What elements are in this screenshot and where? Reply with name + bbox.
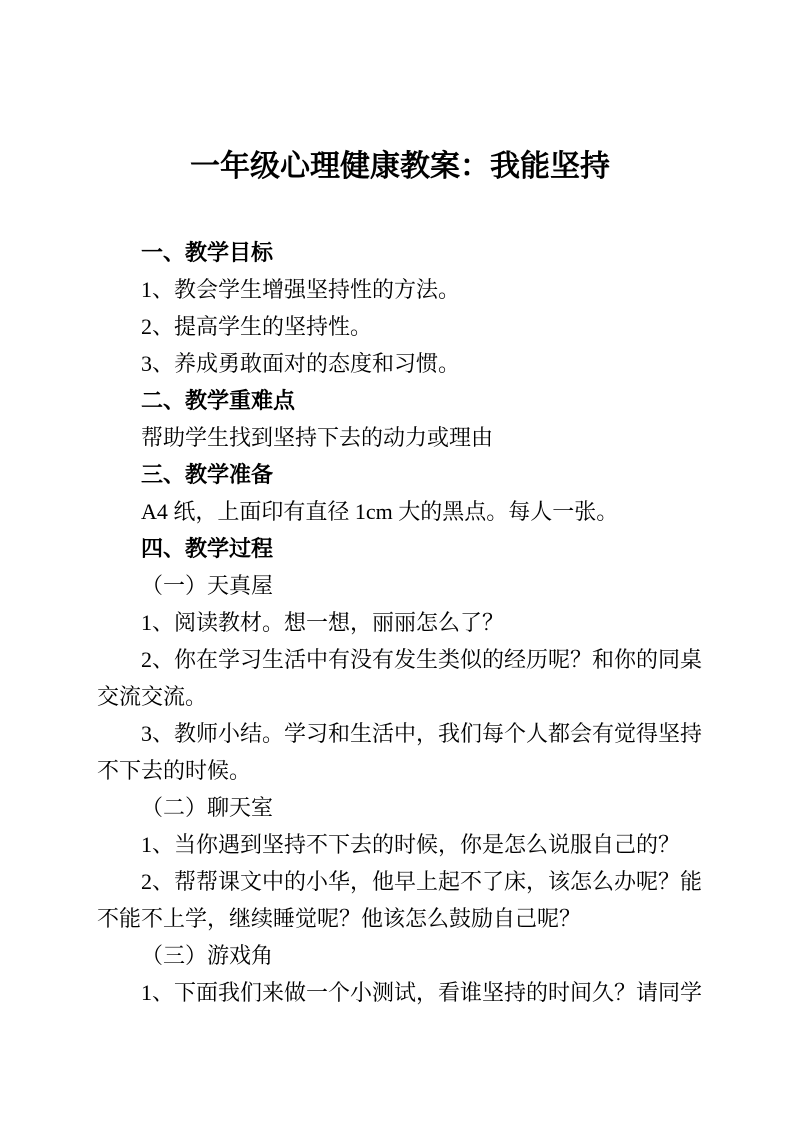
text-line: 交流交流。: [97, 684, 208, 709]
text-line: （一）天真屋: [141, 573, 274, 598]
text-line: （二）聊天室: [141, 795, 274, 820]
text-line: 1、下面我们来做一个小测试，看谁坚持的时间久？请同学: [141, 980, 703, 1005]
text-line: 2、你在学习生活中有没有发生类似的经历呢？和你的同桌: [141, 647, 703, 672]
text-line: 帮助学生找到坚持下去的动力或理由: [141, 425, 494, 450]
text-line: 2、提高学生的坚持性。: [141, 314, 373, 339]
section-heading: 一、教学目标: [141, 240, 274, 265]
text-line: A4 纸，上面印有直径 1cm 大的黑点。每人一张。: [141, 499, 619, 524]
section-heading: 三、教学准备: [141, 462, 274, 487]
section-heading: 四、教学过程: [141, 536, 274, 561]
text-line: 1、教会学生增强坚持性的方法。: [141, 277, 461, 302]
document-body: [97, 234, 703, 1011]
text-line: （三）游戏角: [141, 943, 274, 968]
section-heading: 二、教学重难点: [141, 388, 296, 413]
text-line: 2、帮帮课文中的小华，他早上起不了床，该怎么办呢？能: [141, 869, 703, 894]
text-line: 不下去的时候。: [97, 758, 252, 783]
text-line: 3、教师小结。学习和生活中，我们每个人都会有觉得坚持: [141, 721, 703, 746]
text-line: 1、阅读教材。想一想，丽丽怎么了？: [141, 610, 505, 635]
text-line: 不能不上学，继续睡觉呢？他该怎么鼓励自己呢？: [97, 906, 582, 931]
document-title: 一年级心理健康教案：我能坚持: [190, 150, 610, 183]
text-line: 1、当你遇到坚持不下去的时候，你是怎么说服自己的？: [141, 832, 681, 857]
text-line: 3、养成勇敢面对的态度和习惯。: [141, 351, 461, 376]
